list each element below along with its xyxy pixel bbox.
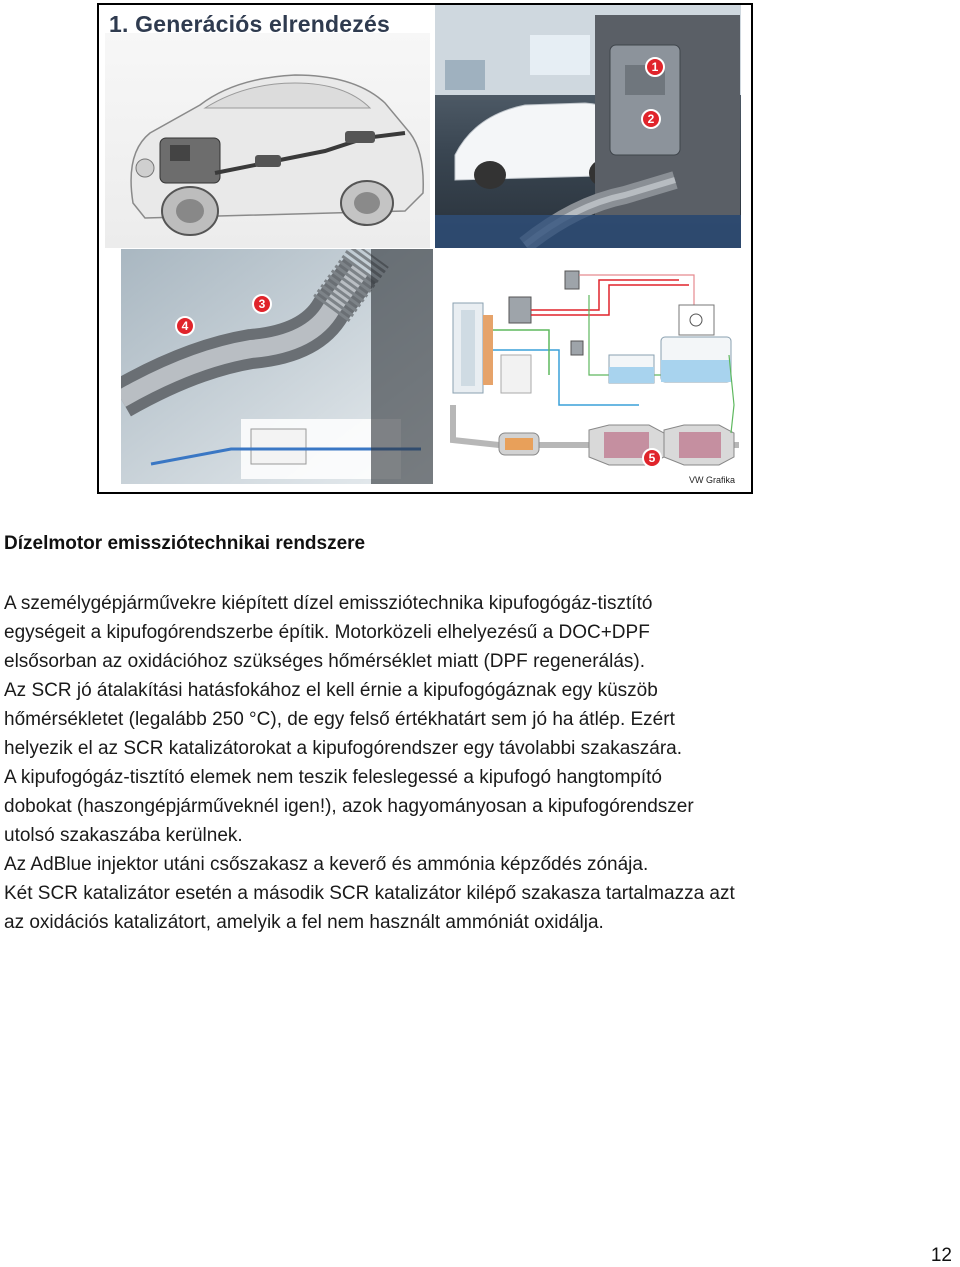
body-line: helyezik el az SCR katalizátorokat a kipufogórendszer egy távolabbi szakaszára.: [4, 738, 683, 759]
body-line: A személygépjárművekre kiépített dízel emissziótechnika kipufogógáz-tisztító: [4, 593, 653, 614]
body-line: Az SCR jó átalakítási hatásfokához el kell érnie a kipufogógáznak egy küszöb: [4, 680, 658, 701]
body-line: az oxidációs katalizátort, amelyik a fel nem használt ammóniát oxidálja.: [4, 912, 604, 933]
body-line: utolsó szakaszába kerülnek.: [4, 825, 243, 846]
callout-badge-3: 3: [252, 294, 272, 314]
figure-frame: [97, 3, 753, 494]
section-heading: Dízelmotor emissziótechnikai rendszere: [4, 533, 366, 554]
figure-title: 1. Generációs elrendezés: [109, 11, 390, 37]
body-line: Két SCR katalizátor esetén a második SCR katalizátor kilépő szakasza tartalmazza azt: [4, 883, 735, 904]
callout-badge-4: 4: [175, 316, 195, 336]
page-number: 12: [930, 1245, 952, 1266]
car-cutaway-image: [105, 33, 430, 248]
body-paragraph: [4, 589, 944, 937]
exhaust-pipe-photo: [121, 249, 433, 484]
showroom-engine-photo: [435, 5, 741, 248]
exhaust-system-schematic: [439, 255, 741, 471]
callout-badge-1: 1: [645, 57, 665, 77]
body-line: elsősorban az oxidációhoz szükséges hőmérséklet miatt (DPF regenerálás).: [4, 651, 646, 672]
callout-badge-5: 5: [642, 448, 662, 468]
body-line: egységeit a kipufogórendszerbe építik. Motorközeli elhelyezésű a DOC+DPF: [4, 622, 650, 643]
body-line: hőmérsékletet (legalább 250 °C), de egy felső értékhatárt sem jó ha átlép. Ezért: [4, 709, 675, 730]
callout-badge-2: 2: [641, 109, 661, 129]
body-line: Az AdBlue injektor utáni csőszakasz a keverő és ammónia képződés zónája.: [4, 854, 649, 875]
figure-credit: VW Grafika: [688, 475, 735, 485]
body-line: dobokat (haszongépjárműveknél igen!), azok hagyományosan a kipufogórendszer: [4, 796, 694, 817]
body-line: A kipufogógáz-tisztító elemek nem teszik feleslegessé a kipufogó hangtompító: [4, 767, 662, 788]
